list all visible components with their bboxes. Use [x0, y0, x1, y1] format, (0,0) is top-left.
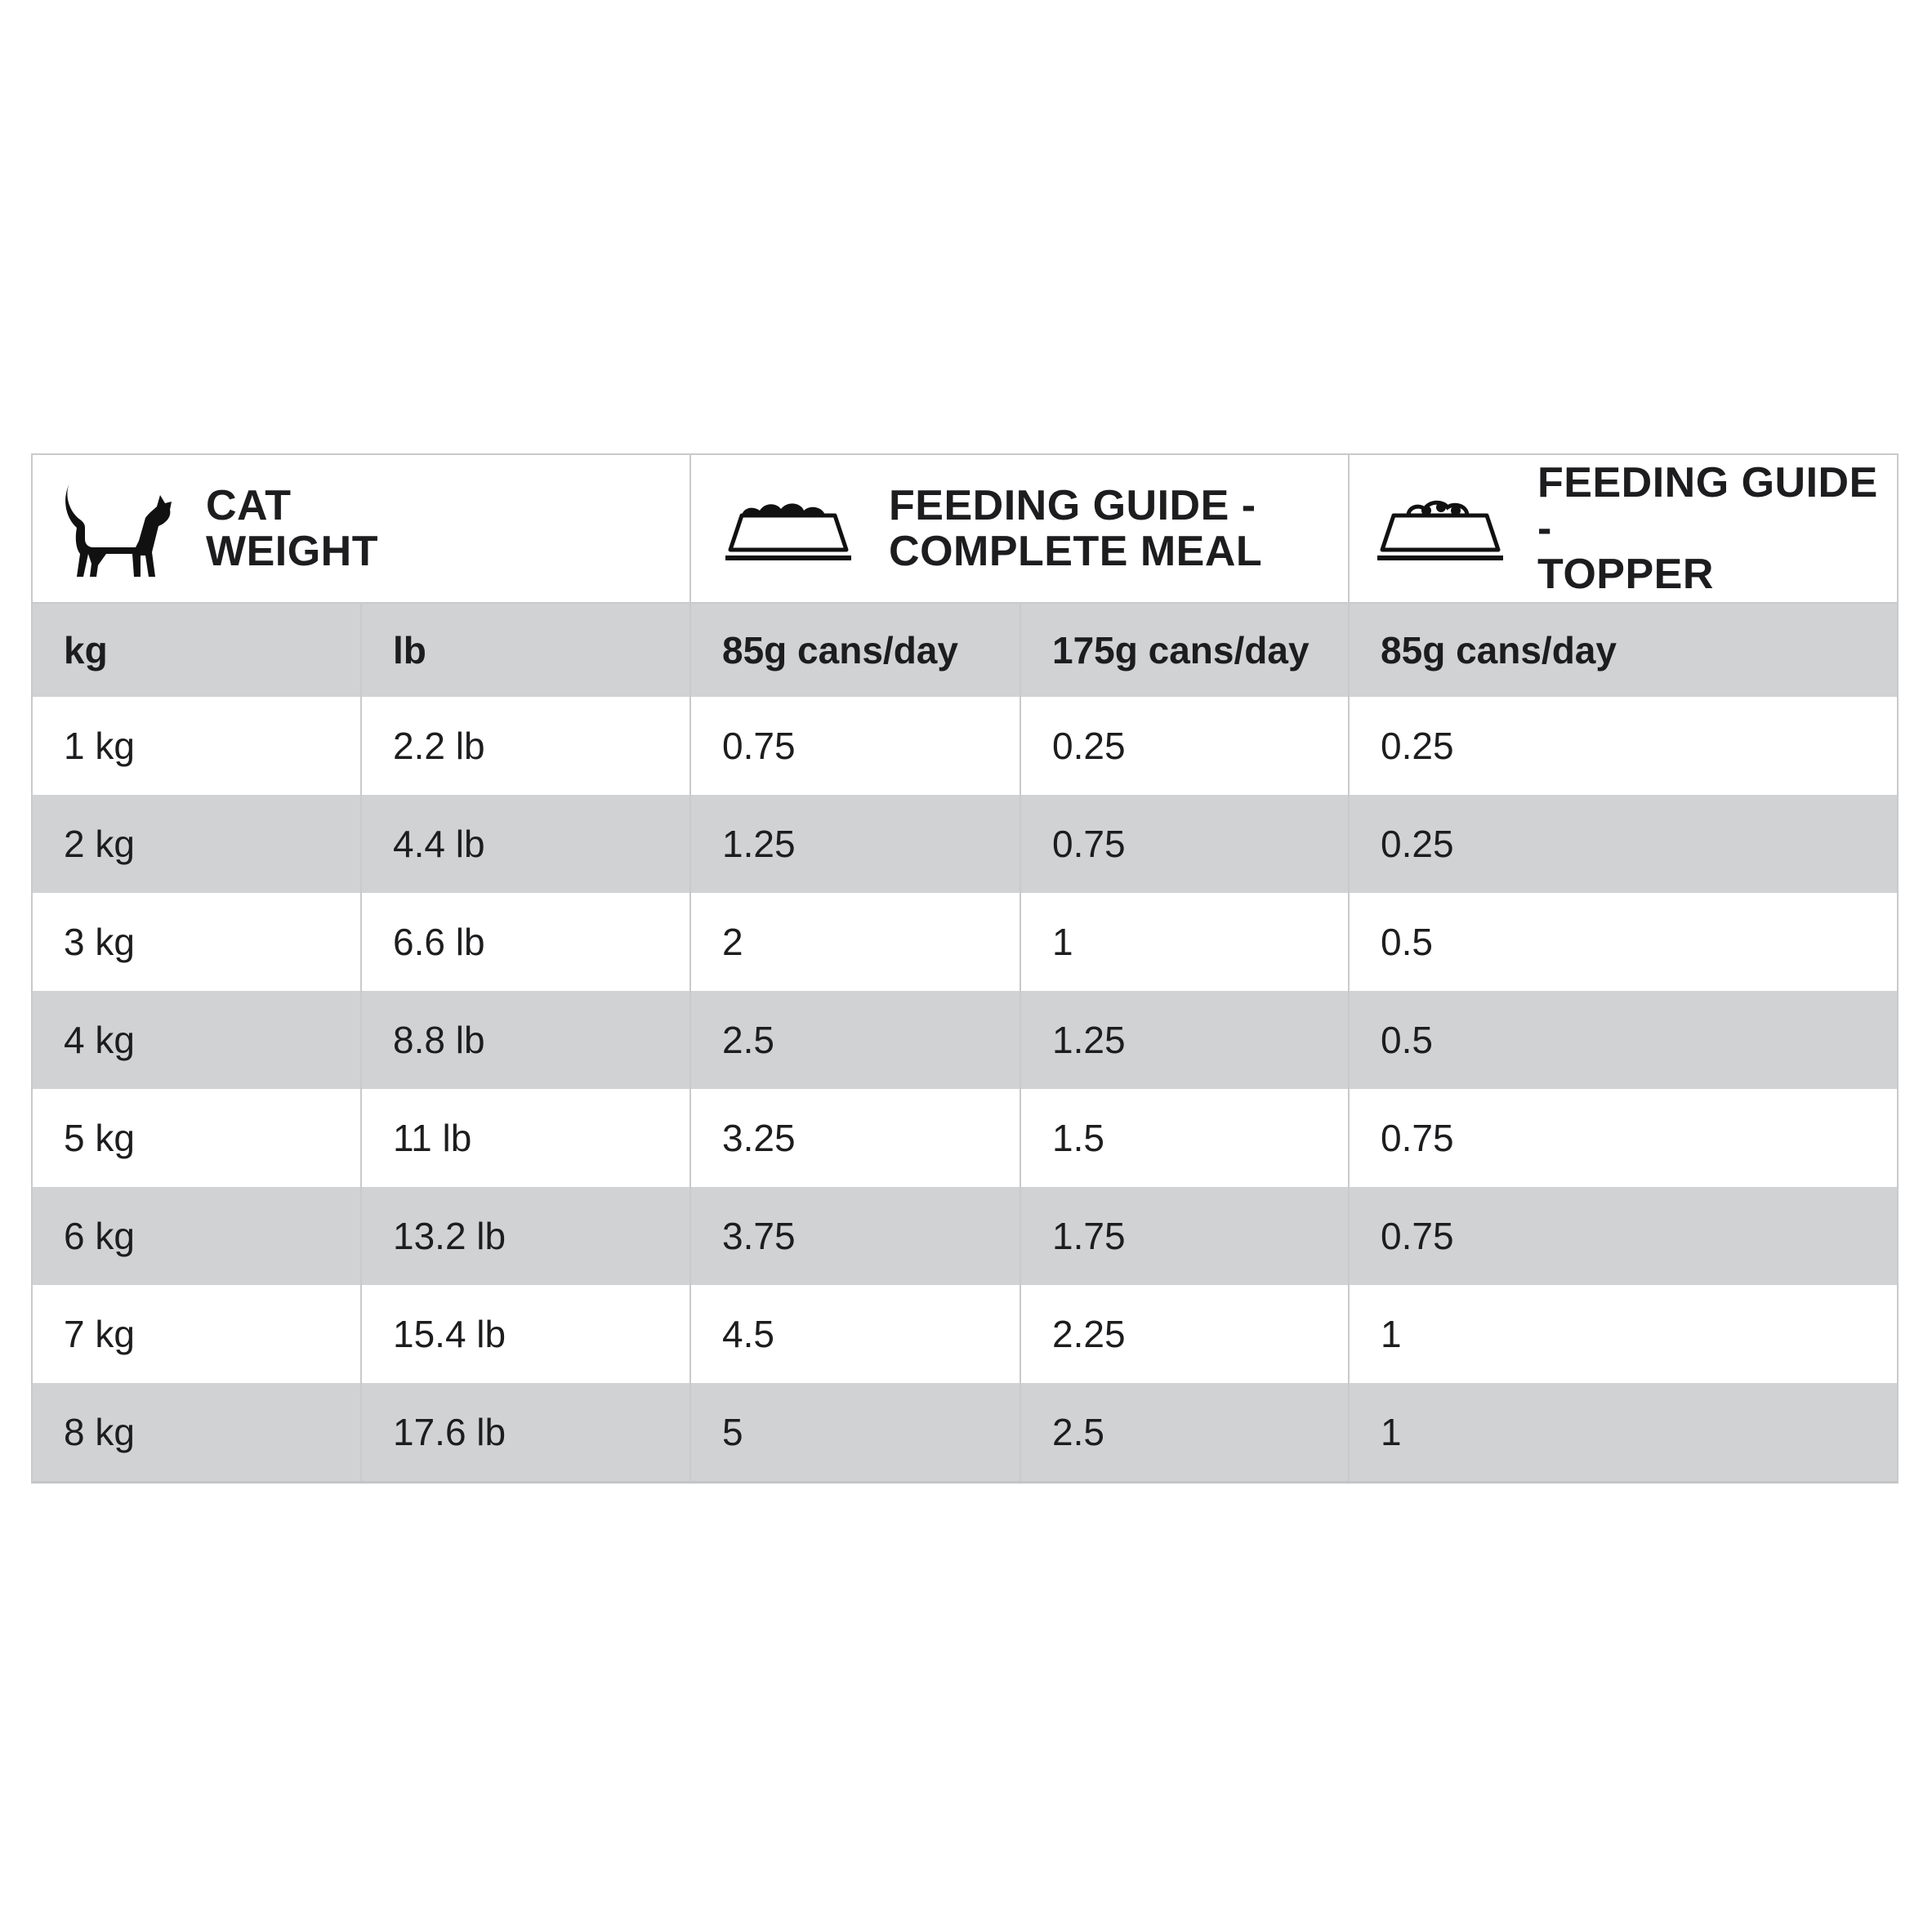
- table-row: [33, 893, 1897, 991]
- cell-85g-complete: 0.75: [690, 697, 1020, 795]
- cell-175g-complete: 1: [1020, 893, 1349, 991]
- cell-85g-complete: 3.25: [690, 1089, 1020, 1187]
- column-header-lb: lb: [361, 603, 690, 697]
- cell-85g-topper: 0.25: [1349, 795, 1897, 893]
- feeding-guide-table: [31, 453, 1899, 1484]
- cell-85g-complete: 3.75: [690, 1187, 1020, 1285]
- topper-title: [1537, 460, 1897, 597]
- table-row: [33, 991, 1897, 1089]
- cell-175g-complete: 0.75: [1020, 795, 1349, 893]
- column-header-175g-complete: 175g cans/day: [1020, 603, 1349, 697]
- feeding-table: [33, 455, 1897, 1481]
- cell-85g-topper: 0.75: [1349, 1187, 1897, 1285]
- cell-175g-complete: 2.25: [1020, 1285, 1349, 1383]
- cell-kg: 7 kg: [33, 1285, 361, 1383]
- cell-lb: 15.4 lb: [361, 1285, 690, 1383]
- cell-175g-complete: 1.75: [1020, 1187, 1349, 1285]
- cat-weight-title-line2: WEIGHT: [206, 528, 378, 575]
- cell-85g-topper: 0.75: [1349, 1089, 1897, 1187]
- cell-kg: 5 kg: [33, 1089, 361, 1187]
- group-header-row: [33, 455, 1897, 603]
- cell-85g-topper: 0.5: [1349, 893, 1897, 991]
- table-row: [33, 1187, 1897, 1285]
- cell-85g-complete: 2.5: [690, 991, 1020, 1089]
- table-row: [33, 697, 1897, 795]
- cat-icon: [64, 475, 178, 582]
- cell-85g-topper: 1: [1349, 1383, 1897, 1481]
- cell-175g-complete: 0.25: [1020, 697, 1349, 795]
- group-topper: [1349, 455, 1897, 603]
- complete-meal-title-line2: COMPLETE MEAL: [889, 528, 1263, 575]
- complete-meal-title-line1: FEEDING GUIDE -: [889, 482, 1256, 529]
- cell-85g-complete: 5: [690, 1383, 1020, 1481]
- table-row: [33, 1089, 1897, 1187]
- cell-175g-complete: 1.5: [1020, 1089, 1349, 1187]
- cell-kg: 1 kg: [33, 697, 361, 795]
- cat-weight-title-line1: CAT: [206, 482, 292, 529]
- cell-kg: 6 kg: [33, 1187, 361, 1285]
- cell-kg: 4 kg: [33, 991, 361, 1089]
- cell-85g-complete: 2: [690, 893, 1020, 991]
- column-header-85g-topper: 85g cans/day: [1349, 603, 1897, 697]
- cat-weight-title: [206, 483, 378, 574]
- cell-kg: 2 kg: [33, 795, 361, 893]
- topper-title-line1: FEEDING GUIDE -: [1537, 459, 1878, 552]
- cell-lb: 2.2 lb: [361, 697, 690, 795]
- cell-lb: 13.2 lb: [361, 1187, 690, 1285]
- cell-175g-complete: 1.25: [1020, 991, 1349, 1089]
- cell-85g-topper: 0.25: [1349, 697, 1897, 795]
- complete-meal-title: [889, 483, 1262, 574]
- table-row: [33, 1383, 1897, 1481]
- cell-85g-complete: 4.5: [690, 1285, 1020, 1383]
- table-row: [33, 795, 1897, 893]
- food-bowl-icon: [724, 496, 853, 561]
- cell-kg: 3 kg: [33, 893, 361, 991]
- table-row: [33, 1285, 1897, 1383]
- cell-lb: 6.6 lb: [361, 893, 690, 991]
- cell-85g-topper: 0.5: [1349, 991, 1897, 1089]
- cell-175g-complete: 2.5: [1020, 1383, 1349, 1481]
- column-header-kg: kg: [33, 603, 361, 697]
- cell-kg: 8 kg: [33, 1383, 361, 1481]
- cell-85g-complete: 1.25: [690, 795, 1020, 893]
- column-header-row: [33, 603, 1897, 697]
- food-bowl-topper-icon: [1376, 496, 1505, 561]
- cell-85g-topper: 1: [1349, 1285, 1897, 1383]
- cell-lb: 4.4 lb: [361, 795, 690, 893]
- group-complete-meal: [690, 455, 1349, 603]
- cell-lb: 17.6 lb: [361, 1383, 690, 1481]
- topper-title-line2: TOPPER: [1537, 551, 1714, 598]
- cell-lb: 8.8 lb: [361, 991, 690, 1089]
- group-cat-weight: [33, 455, 690, 603]
- column-header-85g-complete: 85g cans/day: [690, 603, 1020, 697]
- cell-lb: 11 lb: [361, 1089, 690, 1187]
